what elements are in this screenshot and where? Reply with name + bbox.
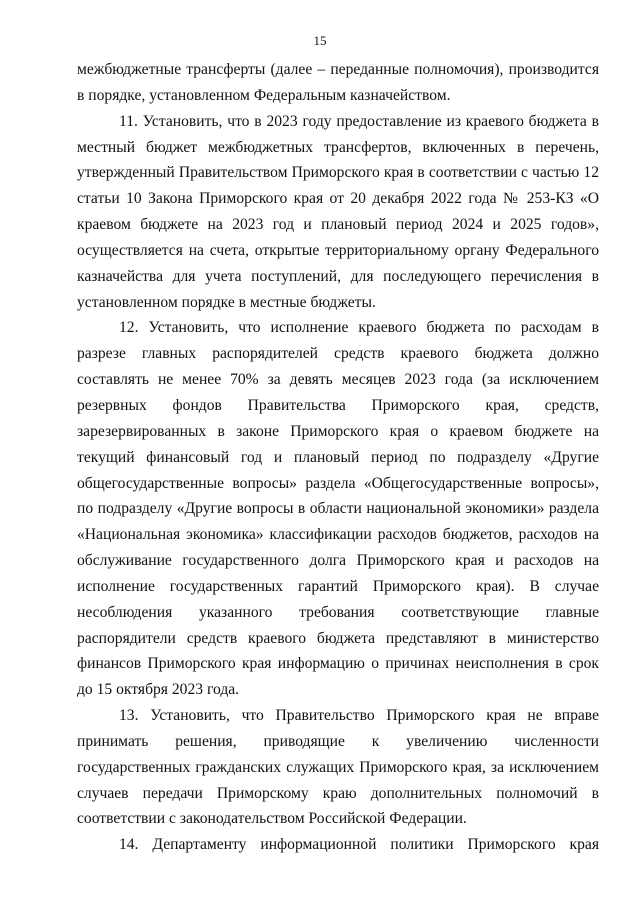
paragraph-item-13: 13. Установить, что Правительство Приморского края не вправе принимать решения, приводящие к увеличению численности государственных гражданских служащих Приморского края, за исключением случаев передачи Приморскому краю дополнительных полномочий в соответствии с законодательством Российской Федерации. bbox=[77, 707, 599, 828]
paragraph-item-12: 12. Установить, что исполнение краевого бюджета по расходам в разрезе главных распорядителей средств краевого бюджета должно составлять не менее 70% за девять месяцев 2023 года (за исключением резервных фондов Правительства Приморского края, средств, зарезервированных в законе Приморского края о краевом бюджете на текущий финансовый год и плановый период по подразделу «Другие общегосударственные вопросы» раздела «Общегосударственные вопросы», по подразделу «Другие вопросы в области национальной экономики» раздела «Национальная экономика» классификации расходов бюджетов, расходов на обслуживание государственного долга Приморского края и расходов на исполнение государственных гарантий Приморского края). В случае несоблюдения указанного требования соответствующие главные распорядители средств краевого бюджета представляют в министерство финансов Приморского края информацию о причинах неисполнения в срок до 15 октября 2023 года. bbox=[77, 319, 599, 699]
paragraph-item-14: 14. Департаменту информационной политики Приморского края bbox=[119, 836, 599, 854]
page-number: 15 bbox=[313, 33, 327, 48]
paragraph-item-11: 11. Установить, что в 2023 году предоставление из краевого бюджета в местный бюджет межбюджетных трансфертов, включенных в перечень, утвержденный Правительством Приморского края в соответствии с частью 12 статьи 10 Закона Приморского края от 20 декабря 2022 года № 253-КЗ «О краевом бюджете на 2023 год и плановый период 2024 и 2025 годов», осуществляется на счета, открытые территориальному органу Федерального казначейства для учета поступлений, для последующего перечисления в установленном порядке в местные бюджеты. bbox=[77, 112, 599, 311]
paragraph-continued: межбюджетные трансферты (далее – переданные полномочия), производится в порядке, установленном Федеральным казначейством. bbox=[77, 61, 599, 104]
document-body bbox=[77, 57, 599, 858]
